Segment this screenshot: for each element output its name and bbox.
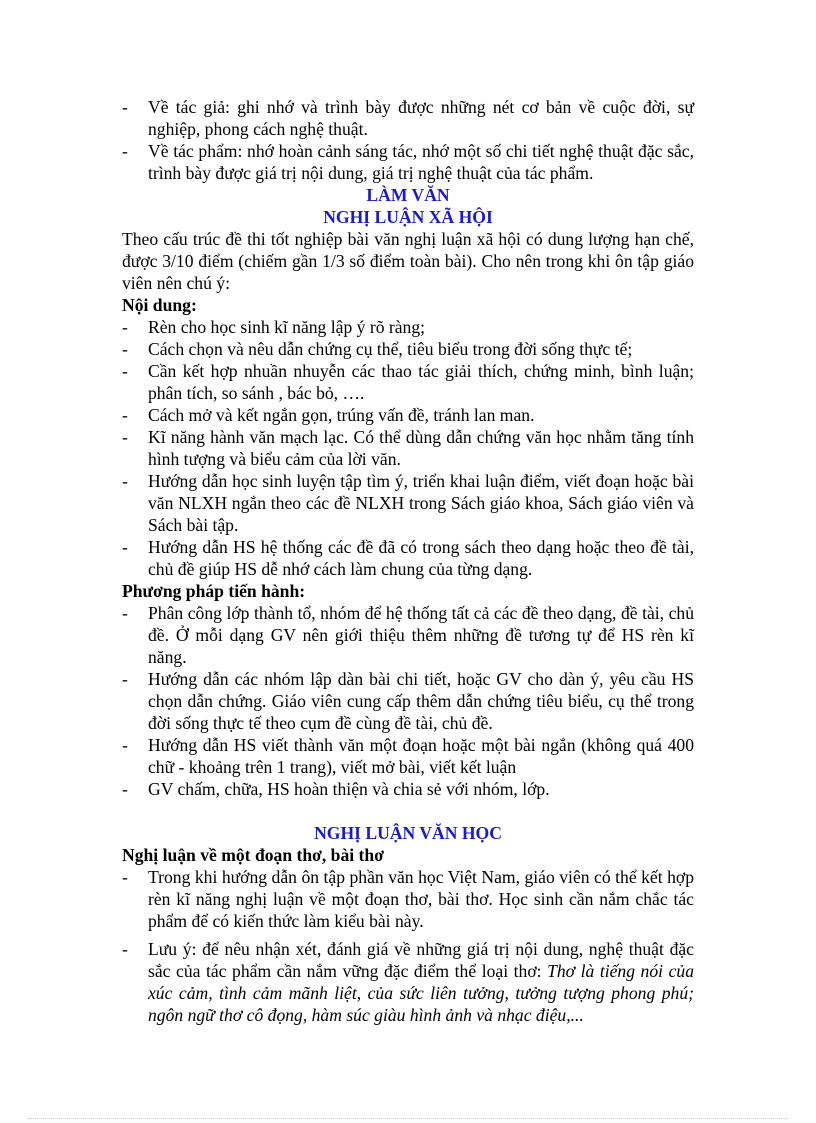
list-item [122, 426, 694, 470]
list-item-text: GV chấm, chữa, HS hoàn thiện và chia sẻ với nhóm, lớp. [148, 779, 550, 799]
list-item-text: Cách chọn và nêu dẫn chứng cụ thể, tiêu biểu trong đời sống thực tế; [148, 339, 633, 359]
bullet-dash: - [122, 141, 128, 161]
list-item-text: Hướng dẫn HS viết thành văn một đoạn hoặc một bài ngắn (không quá 400 chữ - khoảng trên 1 trang), viết mở bài, viết kết luận [148, 735, 694, 777]
list-item-text: Hướng dẫn các nhóm lập dàn bài chi tiết, hoặc GV cho dàn ý, yêu cầu HS chọn dẫn chứng. Giáo viên cung cấp thêm dẫn chứng tiêu biểu, cụ thể trong đời sống thực tế theo cụm đề cùng đề tài, chủ đề. [148, 669, 694, 733]
section-title: LÀM VĂN [366, 185, 450, 205]
note-text: Lưu ý: để nêu nhận xét, đánh giá về những giá trị nội dung, nghệ thuật đặc sắc của tác phẩm cần nắm vững đặc điểm thể loại thơ: [148, 939, 694, 981]
method-label: Phương pháp tiến hành: [122, 581, 306, 601]
list-item-text: Rèn cho học sinh kĩ năng lập ý rõ ràng; [148, 317, 426, 337]
list-item [122, 338, 694, 360]
bullet-dash: - [122, 735, 128, 755]
bullet-dash: - [122, 339, 128, 359]
list-item-text: Hướng dẫn HS hệ thống các đề đã có trong sách theo dạng hoặc theo đề tài, chủ đề giúp HS dễ nhớ cách làm chung của từng dạng. [148, 537, 694, 579]
list-item [122, 866, 694, 932]
list-item-text: Cần kết hợp nhuần nhuyễn các thao tác giải thích, chứng minh, bình luận; phân tích, so sánh , bác bỏ, …. [148, 361, 694, 403]
list-item-text [148, 938, 694, 1026]
document-body [122, 96, 694, 1026]
intro-paragraph: Theo cấu trúc đề thi tốt nghiệp bài văn nghị luận xã hội có dung lượng hạn chế, được 3/10 điểm (chiếm gần 1/3 số điểm toàn bài). Cho nên trong khi ôn tập giáo viên nên chú ý: [122, 229, 694, 293]
list-item-text: Về tác phẩm: nhớ hoàn cảnh sáng tác, nhớ một số chi tiết nghệ thuật đặc sắc, trình bày được giá trị nội dung, giá trị nghệ thuật của tác phẩm. [148, 141, 694, 183]
list-item [122, 734, 694, 778]
list-item [122, 668, 694, 734]
list-item-text: Hướng dẫn học sinh luyện tập tìm ý, triển khai luận điểm, viết đoạn hoặc bài văn NLXH ngắn theo các đề NLXH trong Sách giáo khoa, Sách giáo viên và Sách bài tập. [148, 471, 694, 535]
bullet-dash: - [122, 537, 128, 557]
list-item [122, 316, 694, 338]
bullet-dash: - [122, 317, 128, 337]
list-item [122, 96, 694, 140]
section-title: NGHỊ LUẬN VĂN HỌC [314, 823, 502, 843]
spacer [122, 800, 694, 822]
list-item [122, 778, 694, 800]
list-item-text: Phân công lớp thành tổ, nhóm để hệ thống tất cả các đề theo dạng, đề tài, chủ đề. Ở mỗi dạng GV nên giới thiệu thêm những đề tương tự để HS rèn kĩ năng. [148, 603, 694, 667]
list-item [122, 140, 694, 184]
content-label: Nội dung: [122, 295, 197, 315]
note-italic-text: Thơ là tiếng nói của xúc cảm, tình cảm mãnh liệt, của sức liên tưởng, tưởng tượng phong phú; ngôn ngữ thơ cô đọng, hàm súc giàu hình ảnh và nhạc điệu,... [148, 961, 694, 1025]
sub-label: Nghị luận về một đoạn thơ, bài thơ [122, 845, 384, 865]
bullet-dash: - [122, 779, 128, 799]
bullet-dash: - [122, 405, 128, 425]
bullet-dash: - [122, 939, 128, 959]
section-subtitle: NGHỊ LUẬN XÃ HỘI [323, 207, 493, 227]
list-item [122, 602, 694, 668]
list-item [122, 470, 694, 536]
bullet-dash: - [122, 427, 128, 447]
list-item [122, 404, 694, 426]
list-item-text: Về tác giả: ghi nhớ và trình bày được những nét cơ bản về cuộc đời, sự nghiệp, phong cách nghệ thuật. [148, 97, 694, 139]
list-item-text: Cách mở và kết ngắn gọn, trúng vấn đề, tránh lan man. [148, 405, 535, 425]
list-item-text: Trong khi hướng dẫn ôn tập phần văn học Việt Nam, giáo viên có thể kết hợp rèn kĩ năng nghị luận về một đoạn thơ, bài thơ. Học sinh cần nắm chắc tác phẩm để có kiến thức làm kiểu bài này. [148, 867, 694, 931]
list-item [122, 536, 694, 580]
list-item [122, 938, 694, 1026]
list-item [122, 360, 694, 404]
list-item-text: Kĩ năng hành văn mạch lạc. Có thể dùng dẫn chứng văn học nhằm tăng tính hình tượng và biểu cảm của lời văn. [148, 427, 694, 469]
bullet-dash: - [122, 97, 128, 117]
bullet-dash: - [122, 471, 128, 491]
bullet-dash: - [122, 867, 128, 887]
bullet-dash: - [122, 603, 128, 623]
bullet-dash: - [122, 669, 128, 689]
bullet-dash: - [122, 361, 128, 381]
page-divider [28, 1118, 788, 1119]
